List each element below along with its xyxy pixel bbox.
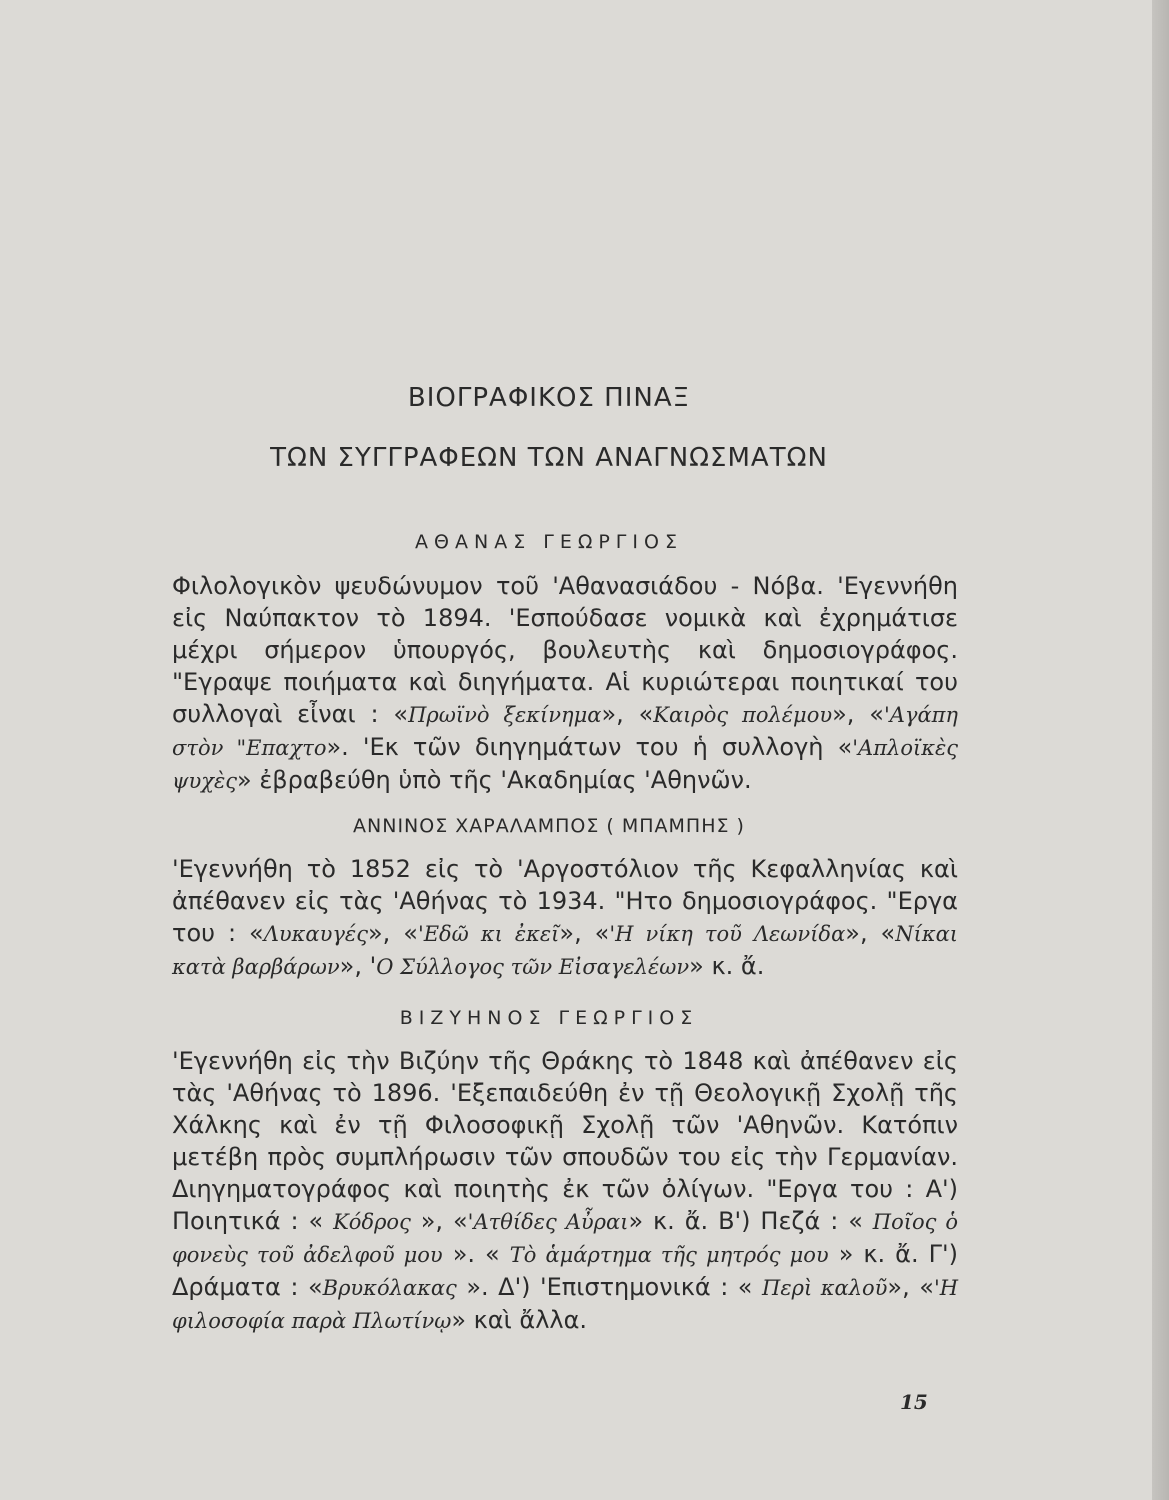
text-segment: Φιλολογικὸν ψευδώνυμον τοῦ 'Αθανασιάδου - Νόβα. 'Εγεννήθη εἰς Ναύπακτον τὸ 1894. 'Εσπούδασε νομικὰ καὶ ἐχρημάτισε μέχρι σήμερον ὑπουργός, βουλευτὴς καὶ δημοσιογράφος. "Εγραψε ποιήματα καὶ διηγήματα. Αἱ κυριώτεραι ποιητικαί του συλλογαὶ εἶναι : « xyxy=(172,572,958,728)
entry-text-vizyinos xyxy=(140,1045,958,1337)
text-segment: » κ. ἄ. Β') Πεζά : « xyxy=(628,1207,873,1235)
work-title: Τὸ ἁμάρτημα τῆς μητρός μου xyxy=(509,1243,829,1267)
work-title: 'Απλοϊκὲς ψυχὲς xyxy=(172,736,959,793)
text-segment: », « xyxy=(410,1207,468,1235)
work-title: Βρυκόλακας xyxy=(322,1276,457,1300)
text-segment: » καὶ ἄλλα. xyxy=(451,1306,588,1334)
work-title: 'Αγάπη στὸν "Επαχτο xyxy=(172,703,959,760)
entry-text-anninos xyxy=(140,853,958,983)
work-title: Περὶ καλοῦ xyxy=(762,1276,888,1300)
page-edge xyxy=(1152,0,1169,1500)
page-title: ΒΙΟΓΡΑΦΙΚΟΣ ΠΙΝΑΞ xyxy=(407,383,691,413)
work-title: Νίκαι κατὰ βαρβάρων xyxy=(172,922,959,979)
text-segment: », « xyxy=(559,919,610,947)
entry-heading-athanas: ΑΘΑΝΑΣ ΓΕΩΡΓΙΟΣ xyxy=(415,531,683,553)
text-segment: ». 'Εκ τῶν διηγημάτων του ἡ συλλογὴ « xyxy=(326,733,853,761)
work-title: Ποῖος ὁ φονεὺς τοῦ ἀδελφοῦ μου xyxy=(172,1210,958,1267)
text-segment: », « xyxy=(887,1273,934,1301)
work-title: Κόδρος xyxy=(333,1210,411,1234)
text-segment: », « xyxy=(367,919,418,947)
page-number: 15 xyxy=(900,1390,928,1414)
work-title: 'Η νίκη τοῦ Λεωνίδα xyxy=(609,922,846,946)
work-title: 'Εδῶ κι ἐκεῖ xyxy=(417,922,560,946)
text-segment: ». Δ') 'Επιστημονικά : « xyxy=(456,1273,763,1301)
text-segment: » ἐβραβεύθη ὑπὸ τῆς 'Ακαδημίας 'Αθηνῶν. xyxy=(237,766,752,794)
page-subtitle: ΤΩΝ ΣΥΓΓΡΑΦΕΩΝ ΤΩΝ ΑΝΑΓΝΩΣΜΑΤΩΝ xyxy=(270,443,828,473)
work-title: Λυκαυγές xyxy=(263,922,368,946)
entry-heading-vizyinos: ΒΙΖΥΗΝΟΣ ΓΕΩΡΓΙΟΣ xyxy=(399,1007,699,1029)
text-segment: » κ. ἄ. xyxy=(689,952,765,980)
text-segment: ». « xyxy=(442,1240,510,1268)
text-segment: 'Εγεννήθη εἰς τὴν Βιζύην τῆς Θράκης τὸ 1848 καὶ ἀπέθανεν εἰς τὰς 'Αθήνας τὸ 1896. 'Εξεπαιδεύθη ἐν τῇ Θεολογικῇ Σχολῇ τῆς Χάλκης καὶ ἐν τῇ Φιλοσοφικῇ Σχολῇ τῶν 'Αθηνῶν. Κατόπιν μετέβη πρὸς συμπλήρωσιν τῶν σπουδῶν του εἰς τὴν Γερμανίαν. Διηγηματογράφος καὶ ποιητὴς ἐκ τῶν ὀλίγων. "Εργα του : Α') Ποιητικά : « xyxy=(172,1047,958,1235)
text-segment: », ' xyxy=(339,952,377,980)
text-segment: », « xyxy=(832,700,884,728)
content xyxy=(140,375,958,1337)
work-title: Πρωϊνὸ ξεκίνημα xyxy=(408,703,602,727)
work-title: 'Ατθίδες Αὖραι xyxy=(467,1210,629,1234)
work-title: Καιρὸς πολέμου xyxy=(653,703,833,727)
work-title: Ο Σύλλογος τῶν Εἰσαγελέων xyxy=(376,955,690,979)
text-segment: », « xyxy=(601,700,654,728)
entry-text-athanas xyxy=(140,570,958,797)
entry-heading-anninos: ΑΝΝΙΝΟΣ ΧΑΡΑΛΑΜΠΟΣ ( ΜΠΑΜΠΗΣ ) xyxy=(353,815,745,837)
work-title: 'Η φιλοσοφία παρὰ Πλωτίνῳ xyxy=(172,1276,959,1333)
text-segment: 'Εγεννήθη τὸ 1852 εἰς τὸ 'Αργοστόλιον τῆς Κεφαλληνίας καὶ ἀπέθανεν εἰς τὰς 'Αθήνας τὸ 1934. "Ητο δημοσιογράφος. "Εργα του : « xyxy=(172,855,958,947)
text-segment: », « xyxy=(845,919,896,947)
text-segment: » κ. ἄ. Γ') Δράματα : « xyxy=(172,1240,958,1301)
